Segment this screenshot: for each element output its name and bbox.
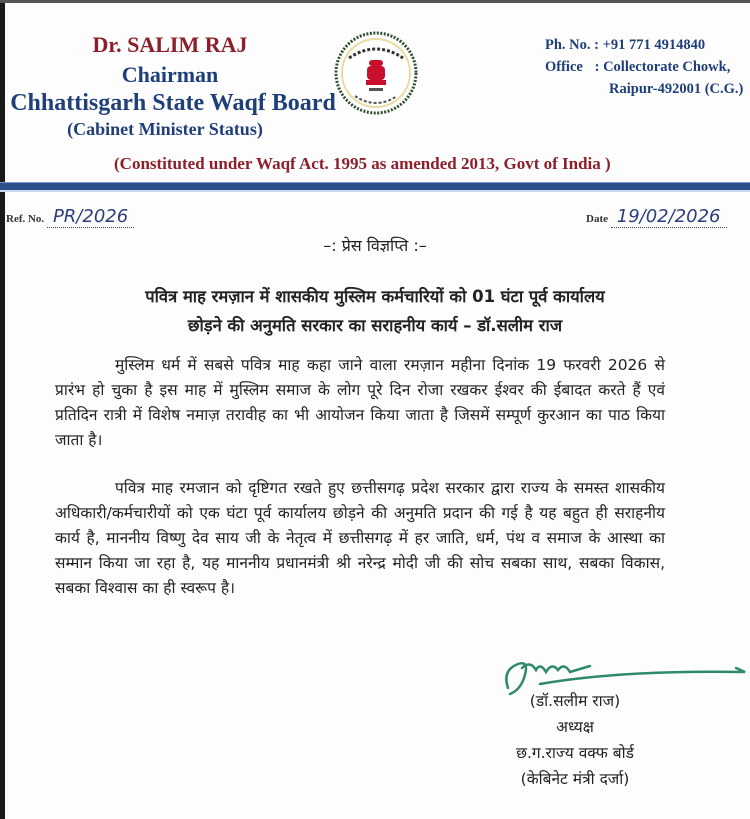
- press-release-title: –: प्रेस विज्ञप्ति :–: [323, 236, 427, 255]
- state-emblem-icon: [333, 30, 419, 116]
- letterhead: [0, 0, 750, 185]
- paragraph-1: मुस्लिम धर्म में सबसे पवित्र माह कहा जाने वाला रमज़ान महीना दिनांक 19 फरवरी 2026 से प्रारंभ हो चुका है इस माह में मुस्लिम समाज के लोग पूरे दिन रोजा रखकर ईश्वर की ईबादत करते हैं एवं प्रतिदिन रात्री में विशेष नमाज़ तरावीह का भी आयोजन किया जाता है जिसमें सम्पूर्ण कुरआन का पाठ किया जाता है।: [55, 356, 665, 449]
- signatory-organization: छ.ग.राज्य वक्फ बोर्ड: [516, 744, 634, 762]
- headline: [0, 282, 750, 340]
- signatory-title: अध्यक्ष: [556, 718, 594, 736]
- office-address-line2: Raipur-492001 (C.G.): [609, 81, 744, 97]
- header-divider: [0, 182, 750, 192]
- phone-row: [545, 34, 743, 56]
- phone-number: +91 771 4914840: [602, 37, 706, 53]
- letterhead-left: [0, 32, 350, 140]
- constitution-note: (Constituted under Waqf Act. 1995 as amended 2013, Govt of India ): [114, 154, 611, 173]
- paragraph-2: पवित्र माह रमजान को दृष्टिगत रखते हुए छत्तीसगढ़ प्रदेश सरकार द्वारा राज्य के समस्त शासकीय अधिकारी/कर्मचारीयों को एक घंटा पूर्व कार्यालय छोड़ने की अनुमति प्रदान की गई है यह बहुत ही सराहनीय कार्य है, माननीय विष्णु देव साय जी के नेतृत्व में छत्तीसगढ़ में हर जाति, धर्म, पंथ व समाज के आस्था का सम्मान किया जा रहा है, यह माननीय प्रधानमंत्री श्री नरेन्द्र मोदी जी की सोच सबका साथ, सबका विकास, सबका विश्वास का ही स्वरूप है।: [55, 479, 665, 597]
- ref-value: PR/2026: [47, 206, 134, 228]
- headline-line-1: पवित्र माह रमज़ान में शासकीय मुस्लिम कर्मचारियों को 01 घंटा पूर्व कार्यालय: [145, 287, 605, 306]
- organization-name: Chhattisgarh State Waqf Board: [10, 90, 336, 116]
- date-value: 19/02/2026: [611, 206, 727, 228]
- letterhead-contact: [545, 34, 743, 100]
- chairman-name: Dr. SALIM RAJ: [92, 32, 248, 57]
- phone-label: Ph. No. :: [545, 37, 599, 53]
- signature-block: [480, 650, 670, 792]
- signatory-status: (केबिनेट मंत्री दर्जा): [520, 770, 630, 788]
- date-label: Date: [586, 213, 608, 225]
- ref-label: Ref. No.: [6, 213, 45, 225]
- office-row: [545, 56, 743, 78]
- signatory-name: (डॉ.सलीम राज): [529, 692, 621, 710]
- letter-date: [586, 206, 727, 227]
- designation: Chairman: [121, 62, 219, 87]
- headline-line-2: छोड़ने की अनुमति सरकार का सराहनीय कार्य – डॉ.सलीम राज: [187, 316, 563, 335]
- reference-number: [6, 206, 134, 227]
- cabinet-status: (Cabinet Minister Status): [67, 119, 263, 139]
- office-address-line1: : Collectorate Chowk,: [594, 59, 731, 75]
- office-label: Office: [545, 59, 583, 75]
